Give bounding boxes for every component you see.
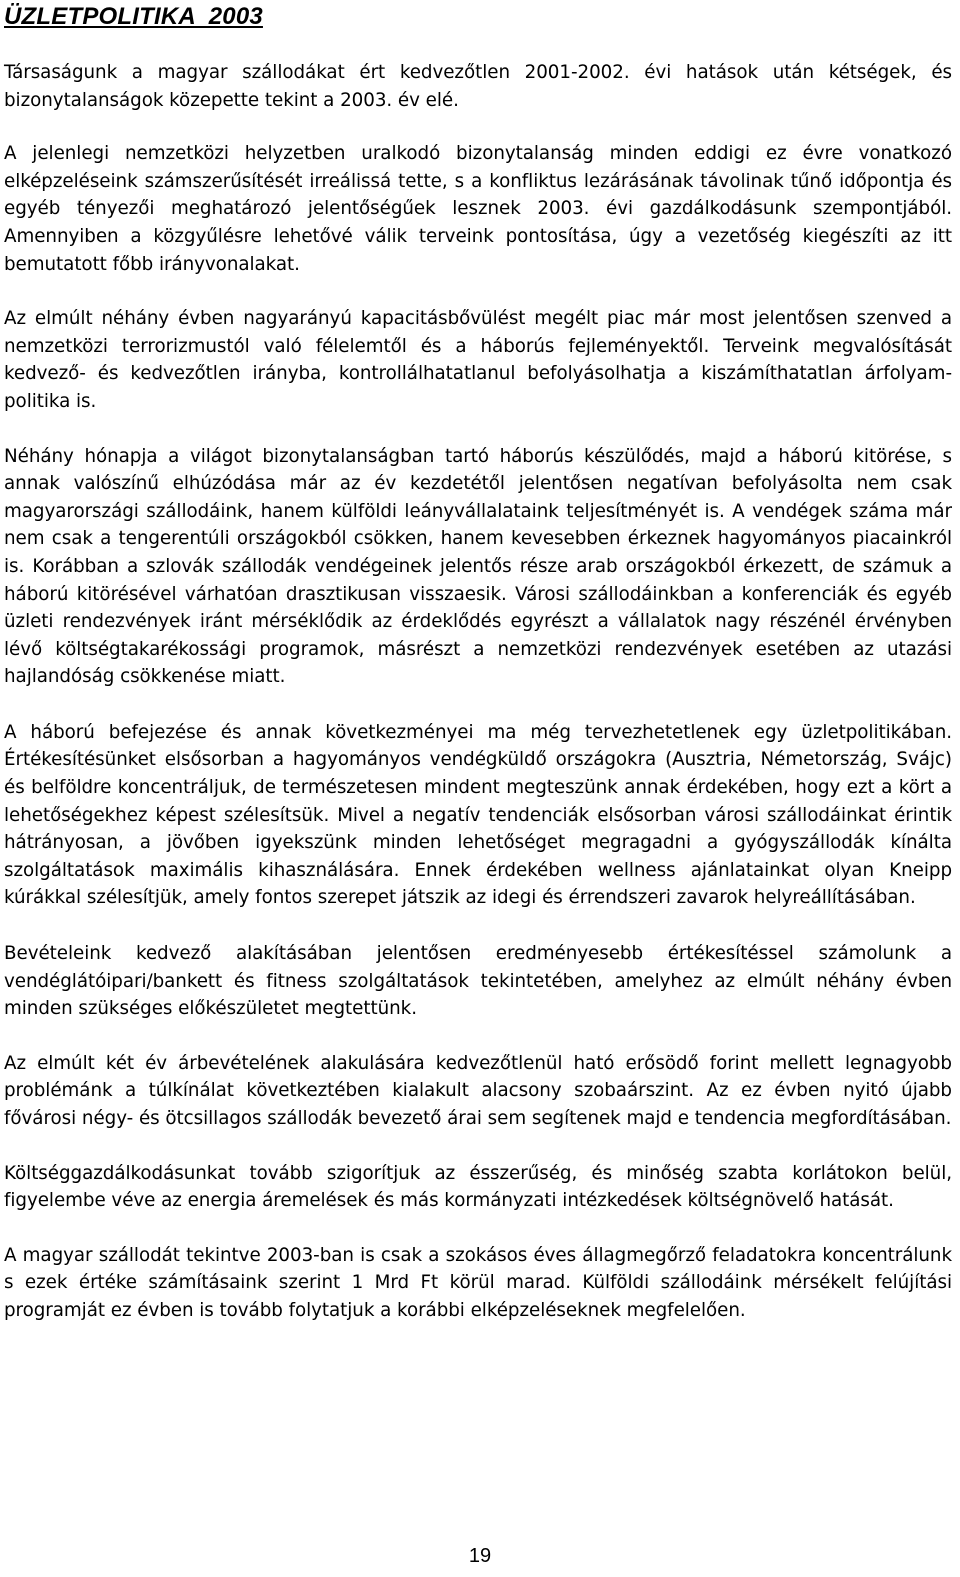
document-page bbox=[4, 0, 952, 1325]
paragraph-intro: Társaságunk a magyar szállodákat ért kedvezőtlen 2001-2002. évi hatások után kétségek, és bizonytalanságok közepette tekint a 2003. év elé. bbox=[4, 62, 952, 111]
paragraph-uncertainty: A jelenlegi nemzetközi helyzetben uralkodó bizonytalanság minden eddigi ez évre vonatkozó elképzeléseink számszerűsítését irreálissá tette, s a konfliktus lezárásának távolinak tűnő időpontja és egyéb tényezői meghatározó jelentőségűek lesznek 2003. évi gazdálkodásunk szempontjából. Amennyiben a közgyűlésre lehetővé válik terveink pontosítása, úgy a vezetőség kiegészíti az itt bemutatott főbb irányvonalakat. bbox=[4, 143, 952, 275]
paragraph-cost-management: Költséggazdálkodásunkat tovább szigorítjuk az ésszerűség, és minőség szabta korlátokon belül, figyelembe véve az energia áremelések és más kormányzati intézkedések költségnövelő hatását. bbox=[4, 1162, 952, 1212]
paragraph-sales-strategy: A háború befejezése és annak következményei ma még tervezhetetlenek egy üzletpolitikában. Értékesítésünket elsősorban a hagyományos vendégküldő országokra (Ausztria, Németország, Svájc) és belföldre koncentráljuk, de természetesen mindent megteszünk annak érdekében, hogy ezt a kört a lehetőségekhez képest szélesítsük. Mivel a negatív tendenciák elsősorban városi szállodáinkat érintik hátrányosan, a jövőben igyekszünk minden lehetőséget megragadni a gyógyszállodák kínálta szolgáltatások maximális kihasználására. Ennek érdekében wellness ajánlatainkat olyan Kneipp kúrákkal szélesítjük, amely fontos szerepet játszik az idegi és érrendszeri zavarok helyreállításában. bbox=[4, 721, 952, 909]
paragraph-maintenance: A magyar szállodát tekintve 2003-ban is csak a szokásos éves állagmegőrző feladatokra koncentrálunk s ezek értéke számításaink szerint 1 Mrd Ft körül marad. Külföldi szállodáink mérsékelt felújítási programját ez évben is tovább folytatjuk a korábbi elképzeléseknek megfelelően. bbox=[4, 1244, 952, 1321]
paragraph-war-impact: Néhány hónapja a világot bizonytalanságban tartó háborús készülődés, majd a háború kitörése, s annak valószínű elhúzódása már az év kezdetétől jelentősen negatívan befolyásolta nem csak magyarországi szállodáink, hanem külföldi leányvállalataink teljesítményét is. A vendégek száma már nem csak a tengerentúli országokból csökken, hanem kevesebben érkeznek hagyományos piacainkról is. Korábban a szlovák szállodák vendégeinek jelentős része arab országokból érkezett, de számuk a háború kitörésével várhatóan drasztikusan visszaesik. Városi szállodáinkban a konferenciák és egyéb üzleti rendezvények iránt mérséklődik az érdeklődés egyrészt a vállalatok nagy részénél érvényben lévő költségtakarékossági programok, másrészt a nemzetközi rendezvények esetében az utazási hajlandóság csökkenése miatt. bbox=[4, 445, 952, 688]
paragraph-market: Az elmúlt néhány évben nagyarányú kapacitásbővülést megélt piac már most jelentősen szenved a nemzetközi terrorizmustól való félelemtől és a háborús fejleményektől. Terveink megvalósítását kedvező- és kedvezőtlen irányba, kontrollálhatatlanul befolyásolhatja a kiszámíthatatlan árfolyam-politika is. bbox=[4, 308, 952, 412]
page-number: 19 bbox=[468, 1545, 492, 1567]
paragraph-revenue: Bevételeink kedvező alakításában jelentősen eredményesebb értékesítéssel számolunk a vendéglátóipari/bankett és fitness szolgáltatások tekintetében, amelyhez az elmúlt néhány évben minden szükséges előkészületet megtettünk. bbox=[4, 943, 952, 1020]
paragraph-pricing: Az elmúlt két év árbevételének alakulására kedvezőtlenül ható erősödő forint mellett legnagyobb problémánk a túlkínálat következtében kialakult alacsony szobaárszint. Az ez évben nyitó újabb fővárosi négy- és ötcsillagos szállodák bevezető árai sem segítenek majd e tendencia megfordításában. bbox=[4, 1052, 952, 1129]
document-title: ÜZLETPOLITIKA 2003 bbox=[4, 3, 263, 30]
